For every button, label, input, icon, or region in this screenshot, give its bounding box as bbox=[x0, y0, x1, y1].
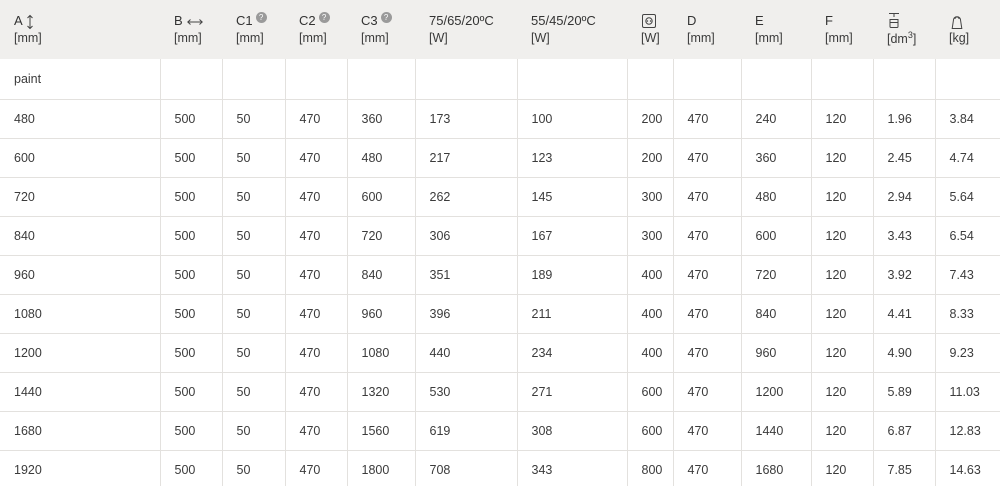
table-cell: 500 bbox=[160, 411, 222, 450]
paint-row bbox=[0, 59, 1000, 99]
paint-blank-cell bbox=[347, 59, 415, 99]
column-header-unit: [mm] bbox=[174, 31, 202, 45]
column-header-e bbox=[741, 0, 811, 59]
column-header-title bbox=[236, 12, 285, 30]
table-cell: 351 bbox=[415, 255, 517, 294]
paint-label: paint bbox=[14, 71, 42, 86]
table-cell: 120 bbox=[811, 450, 873, 486]
column-header-letter: E bbox=[755, 13, 764, 29]
table-cell: 470 bbox=[285, 333, 347, 372]
column-header-title bbox=[755, 12, 811, 30]
paint-blank-cell bbox=[160, 59, 222, 99]
table-cell: 470 bbox=[673, 255, 741, 294]
table-cell: 619 bbox=[415, 411, 517, 450]
table-cell: 1320 bbox=[347, 372, 415, 411]
table-cell: 234 bbox=[517, 333, 627, 372]
table-cell: 123 bbox=[517, 138, 627, 177]
paint-blank-cell bbox=[741, 59, 811, 99]
table-cell: 167 bbox=[517, 216, 627, 255]
table-cell: 1080 bbox=[347, 333, 415, 372]
table-row bbox=[0, 450, 1000, 486]
table-cell: 470 bbox=[673, 450, 741, 486]
column-header-unit: [mm] bbox=[825, 31, 853, 45]
table-cell: 8.33 bbox=[935, 294, 1000, 333]
table-cell: 189 bbox=[517, 255, 627, 294]
table-cell: 470 bbox=[673, 177, 741, 216]
column-header-letter: A bbox=[14, 13, 23, 29]
table-row bbox=[0, 333, 1000, 372]
table-cell: 1920 bbox=[0, 450, 160, 486]
table-cell: 470 bbox=[285, 450, 347, 486]
table-cell: 720 bbox=[741, 255, 811, 294]
table-cell: 11.03 bbox=[935, 372, 1000, 411]
table-cell: 120 bbox=[811, 411, 873, 450]
column-header-w bbox=[935, 0, 1000, 59]
table-cell: 7.85 bbox=[873, 450, 935, 486]
table-cell: 100 bbox=[517, 99, 627, 138]
table-cell: 840 bbox=[347, 255, 415, 294]
table-cell: 840 bbox=[0, 216, 160, 255]
table-cell: 960 bbox=[0, 255, 160, 294]
table-cell: 480 bbox=[741, 177, 811, 216]
table-row bbox=[0, 294, 1000, 333]
table-cell: 708 bbox=[415, 450, 517, 486]
table-cell: 400 bbox=[627, 333, 673, 372]
table-cell: 1680 bbox=[741, 450, 811, 486]
column-header-t2 bbox=[517, 0, 627, 59]
table-cell: 470 bbox=[673, 333, 741, 372]
table-cell: 470 bbox=[285, 99, 347, 138]
table-cell: 50 bbox=[222, 216, 285, 255]
table-cell: 360 bbox=[741, 138, 811, 177]
table-cell: 50 bbox=[222, 177, 285, 216]
column-header-letter: F bbox=[825, 13, 833, 29]
table-cell: 173 bbox=[415, 99, 517, 138]
table-cell: 500 bbox=[160, 294, 222, 333]
paint-blank-cell bbox=[627, 59, 673, 99]
table-cell: 1.96 bbox=[873, 99, 935, 138]
table-cell: 470 bbox=[673, 294, 741, 333]
column-header-title bbox=[641, 13, 673, 30]
table-row bbox=[0, 411, 1000, 450]
table-cell: 500 bbox=[160, 333, 222, 372]
table-cell: 500 bbox=[160, 216, 222, 255]
table-row bbox=[0, 99, 1000, 138]
table-cell: 6.87 bbox=[873, 411, 935, 450]
table-cell: 396 bbox=[415, 294, 517, 333]
paint-blank-cell bbox=[811, 59, 873, 99]
column-header-c3 bbox=[347, 0, 415, 59]
table-cell: 1440 bbox=[0, 372, 160, 411]
table-cell: 600 bbox=[741, 216, 811, 255]
table-cell: 6.54 bbox=[935, 216, 1000, 255]
table-cell: 470 bbox=[285, 372, 347, 411]
table-cell: 720 bbox=[347, 216, 415, 255]
column-header-title bbox=[531, 12, 627, 30]
column-header-unit: [mm] bbox=[361, 31, 389, 46]
table-cell: 3.92 bbox=[873, 255, 935, 294]
table-cell: 1680 bbox=[0, 411, 160, 450]
table-header-row bbox=[0, 0, 1000, 59]
table-cell: 960 bbox=[347, 294, 415, 333]
table-cell: 470 bbox=[673, 411, 741, 450]
table-cell: 4.41 bbox=[873, 294, 935, 333]
column-header-title bbox=[887, 11, 935, 28]
table-cell: 300 bbox=[627, 216, 673, 255]
table-cell: 2.94 bbox=[873, 177, 935, 216]
table-cell: 600 bbox=[0, 138, 160, 177]
column-header-title bbox=[174, 12, 222, 30]
table-cell: 530 bbox=[415, 372, 517, 411]
column-header-unit: [mm] bbox=[687, 31, 715, 45]
column-header-title bbox=[361, 12, 415, 30]
table-cell: 50 bbox=[222, 333, 285, 372]
column-header-letter: C1 bbox=[236, 13, 253, 29]
table-cell: 50 bbox=[222, 255, 285, 294]
table-cell: 500 bbox=[160, 177, 222, 216]
column-header-unit: [W] bbox=[641, 30, 660, 45]
table-cell: 500 bbox=[160, 99, 222, 138]
column-header-c2 bbox=[285, 0, 347, 59]
column-header-d bbox=[673, 0, 741, 59]
table-cell: 2.45 bbox=[873, 138, 935, 177]
table-cell: 600 bbox=[627, 372, 673, 411]
help-icon[interactable]: ? bbox=[319, 12, 330, 23]
table-cell: 1440 bbox=[741, 411, 811, 450]
column-header-letter: C3 bbox=[361, 13, 378, 29]
table-cell: 470 bbox=[285, 411, 347, 450]
table-cell: 840 bbox=[741, 294, 811, 333]
table-cell: 271 bbox=[517, 372, 627, 411]
table-cell: 120 bbox=[811, 177, 873, 216]
column-header-unit: [mm] bbox=[14, 31, 42, 45]
column-header-title bbox=[429, 12, 517, 30]
table-cell: 308 bbox=[517, 411, 627, 450]
column-header-b bbox=[160, 0, 222, 59]
table-cell: 200 bbox=[627, 138, 673, 177]
column-header-title bbox=[949, 12, 1000, 29]
table-cell: 5.64 bbox=[935, 177, 1000, 216]
column-header-t1 bbox=[415, 0, 517, 59]
table-cell: 400 bbox=[627, 294, 673, 333]
help-icon[interactable]: ? bbox=[381, 12, 392, 23]
column-header-unit: [kg] bbox=[949, 30, 970, 45]
table-row bbox=[0, 138, 1000, 177]
table-cell: 480 bbox=[347, 138, 415, 177]
table-cell: 720 bbox=[0, 177, 160, 216]
table-cell: 470 bbox=[285, 216, 347, 255]
column-header-c1 bbox=[222, 0, 285, 59]
table-cell: 120 bbox=[811, 372, 873, 411]
table-cell: 120 bbox=[811, 333, 873, 372]
table-cell: 500 bbox=[160, 138, 222, 177]
table-cell: 120 bbox=[811, 216, 873, 255]
column-header-letter: 75/65/20ºC bbox=[429, 13, 494, 29]
table-cell: 145 bbox=[517, 177, 627, 216]
table-cell: 120 bbox=[811, 255, 873, 294]
arrow-horizontal-icon bbox=[186, 17, 204, 27]
table-cell: 1080 bbox=[0, 294, 160, 333]
table-cell: 120 bbox=[811, 138, 873, 177]
table-row bbox=[0, 372, 1000, 411]
table-cell: 120 bbox=[811, 99, 873, 138]
table-cell: 1800 bbox=[347, 450, 415, 486]
arrow-vertical-icon bbox=[26, 14, 34, 30]
column-header-title bbox=[299, 12, 347, 30]
table-cell: 470 bbox=[673, 216, 741, 255]
paint-blank-cell bbox=[935, 59, 1000, 99]
table-cell: 480 bbox=[0, 99, 160, 138]
column-header-letter: 55/45/20ºC bbox=[531, 13, 596, 29]
table-cell: 12.83 bbox=[935, 411, 1000, 450]
column-header-unit: [mm] bbox=[299, 31, 327, 46]
table-cell: 9.23 bbox=[935, 333, 1000, 372]
table-cell: 1200 bbox=[0, 333, 160, 372]
table-cell: 800 bbox=[627, 450, 673, 486]
column-header-letter: B bbox=[174, 13, 183, 29]
table-cell: 217 bbox=[415, 138, 517, 177]
table-cell: 1200 bbox=[741, 372, 811, 411]
column-header-title bbox=[687, 12, 741, 30]
table-cell: 4.90 bbox=[873, 333, 935, 372]
table-cell: 470 bbox=[285, 138, 347, 177]
table-cell: 470 bbox=[285, 255, 347, 294]
table-body bbox=[0, 59, 1000, 486]
table-row bbox=[0, 216, 1000, 255]
table-cell: 3.43 bbox=[873, 216, 935, 255]
column-header-unit: [W] bbox=[531, 31, 550, 45]
table-cell: 50 bbox=[222, 99, 285, 138]
paint-blank-cell bbox=[673, 59, 741, 99]
table-cell: 50 bbox=[222, 450, 285, 486]
column-header-title bbox=[14, 12, 160, 30]
table-cell: 470 bbox=[673, 99, 741, 138]
table-cell: 200 bbox=[627, 99, 673, 138]
table-cell: 470 bbox=[285, 177, 347, 216]
table-cell: 343 bbox=[517, 450, 627, 486]
table-cell: 3.84 bbox=[935, 99, 1000, 138]
paint-blank-cell bbox=[285, 59, 347, 99]
column-header-v bbox=[873, 0, 935, 59]
column-header-p bbox=[627, 0, 673, 59]
weight-icon bbox=[949, 13, 965, 30]
table-cell: 50 bbox=[222, 411, 285, 450]
table-cell: 360 bbox=[347, 99, 415, 138]
column-header-f bbox=[811, 0, 873, 59]
table-cell: 50 bbox=[222, 294, 285, 333]
table-cell: 306 bbox=[415, 216, 517, 255]
table-header bbox=[0, 0, 1000, 59]
table-cell: 600 bbox=[347, 177, 415, 216]
column-header-unit: [W] bbox=[429, 31, 448, 45]
table-cell: 600 bbox=[627, 411, 673, 450]
table-cell: 500 bbox=[160, 372, 222, 411]
table-cell: 440 bbox=[415, 333, 517, 372]
table-cell: 1560 bbox=[347, 411, 415, 450]
table-cell: 50 bbox=[222, 372, 285, 411]
water-volume-icon bbox=[887, 12, 901, 29]
table-cell: 500 bbox=[160, 255, 222, 294]
table-row bbox=[0, 177, 1000, 216]
column-header-title bbox=[825, 12, 873, 30]
table-cell: 500 bbox=[160, 450, 222, 486]
paint-cell bbox=[0, 59, 160, 99]
paint-blank-cell bbox=[873, 59, 935, 99]
table-cell: 120 bbox=[811, 294, 873, 333]
help-icon[interactable]: ? bbox=[256, 12, 267, 23]
table-cell: 211 bbox=[517, 294, 627, 333]
table-cell: 50 bbox=[222, 138, 285, 177]
table-cell: 7.43 bbox=[935, 255, 1000, 294]
column-header-unit: [mm] bbox=[755, 31, 783, 45]
column-header-unit: [mm] bbox=[236, 31, 264, 46]
table-row bbox=[0, 255, 1000, 294]
paint-blank-cell bbox=[415, 59, 517, 99]
column-header-letter: D bbox=[687, 13, 697, 29]
table-cell: 262 bbox=[415, 177, 517, 216]
table-cell: 470 bbox=[673, 138, 741, 177]
table-cell: 470 bbox=[673, 372, 741, 411]
table-cell: 960 bbox=[741, 333, 811, 372]
table-cell: 400 bbox=[627, 255, 673, 294]
table-cell: 5.89 bbox=[873, 372, 935, 411]
paint-blank-cell bbox=[222, 59, 285, 99]
electric-plug-icon bbox=[641, 13, 657, 29]
column-header-letter: C2 bbox=[299, 13, 316, 29]
table-cell: 300 bbox=[627, 177, 673, 216]
table-cell: 240 bbox=[741, 99, 811, 138]
table-cell: 4.74 bbox=[935, 138, 1000, 177]
column-header-unit: $[dm^3]$ bbox=[887, 29, 917, 46]
table-cell: 14.63 bbox=[935, 450, 1000, 486]
paint-blank-cell bbox=[517, 59, 627, 99]
table-cell: 470 bbox=[285, 294, 347, 333]
column-header-a bbox=[0, 0, 160, 59]
